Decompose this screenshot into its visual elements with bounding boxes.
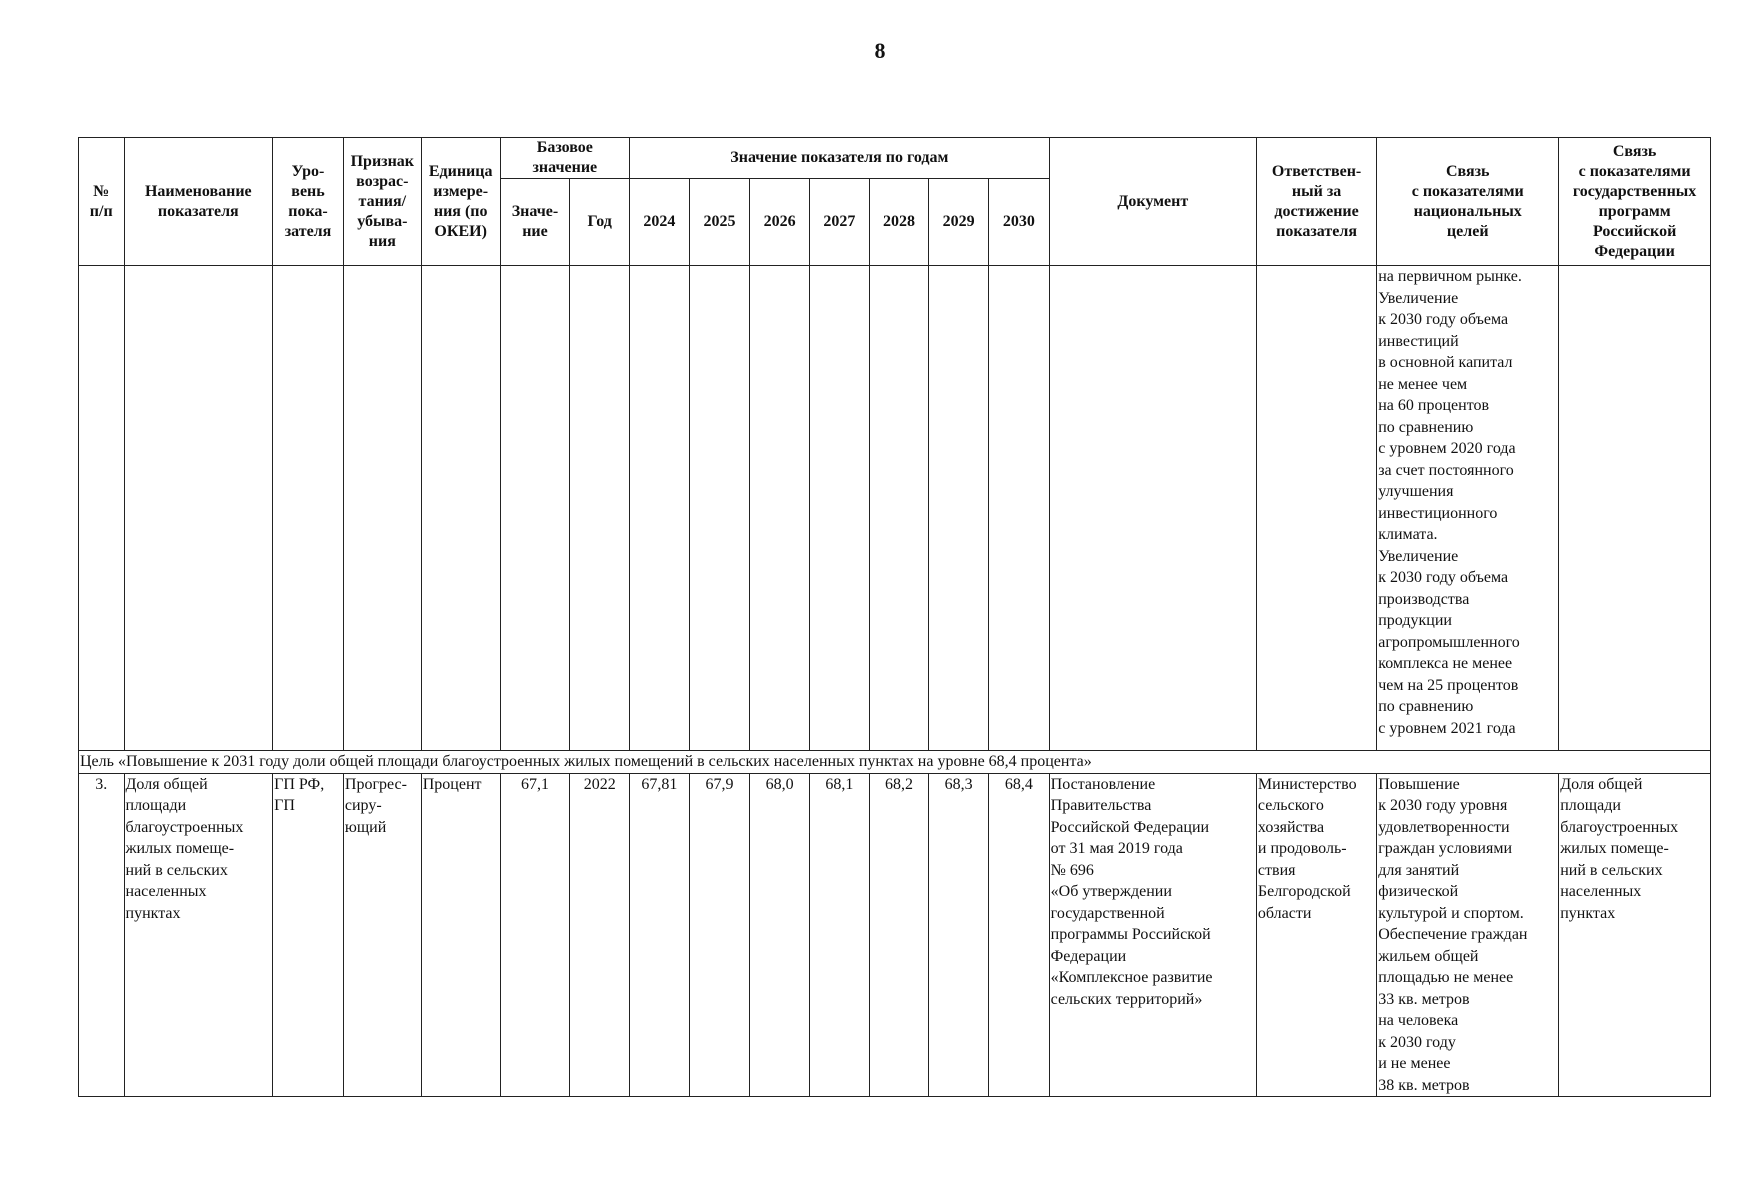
state-programs-text: Доля общей площади благоустроенных жилых помеще- ний в сельских населенных пунктах bbox=[1559, 773, 1711, 1097]
header-year: 2024 bbox=[630, 179, 690, 266]
national-goals-text: Повышение к 2030 году уровня удовлетворенности граждан условиями для занятий физической культурой и спортом. Обеспечение граждан жильем общей площадью не менее 33 кв. метров на человека к 2030 году и не менее 38 кв. метров bbox=[1377, 773, 1559, 1097]
header-unit: Единица измере- ния (по ОКЕИ) bbox=[421, 138, 500, 266]
indicator-level: ГП РФ, ГП bbox=[273, 773, 344, 1097]
header-num: № п/п bbox=[79, 138, 125, 266]
year-value: 67,81 bbox=[630, 773, 690, 1097]
indicator-name: Доля общей площади благоустроенных жилых помеще- ний в сельских населенных пунктах bbox=[124, 773, 273, 1097]
header-state-programs: Связь с показателями государственных программ Российской Федерации bbox=[1559, 138, 1711, 266]
header-national-goals: Связь с показателями национальных целей bbox=[1377, 138, 1559, 266]
header-name: Наименование показателя bbox=[124, 138, 273, 266]
header-year: 2027 bbox=[810, 179, 870, 266]
indicator-unit: Процент bbox=[421, 773, 500, 1097]
goal-text: Цель «Повышение к 2031 году доли общей площади благоустроенных жилых помещений в сельских населенных пунктах на уровне 68,4 процента» bbox=[79, 751, 1711, 774]
header-year: 2028 bbox=[869, 179, 929, 266]
year-value: 68,3 bbox=[929, 773, 989, 1097]
header-year: 2030 bbox=[988, 179, 1049, 266]
row-number: 3. bbox=[79, 773, 125, 1097]
base-value: 67,1 bbox=[500, 773, 570, 1097]
header-base-value: Значе- ние bbox=[500, 179, 570, 266]
header-base: Базовое значение bbox=[500, 138, 629, 179]
year-value: 67,9 bbox=[689, 773, 750, 1097]
indicator-sign: Прогрес- сиру- ющий bbox=[343, 773, 421, 1097]
header-responsible: Ответствен- ный за достижение показателя bbox=[1256, 138, 1376, 266]
header-level: Уро- вень пока- зателя bbox=[273, 138, 344, 266]
page-number: 8 bbox=[874, 38, 886, 63]
header-document: Документ bbox=[1049, 138, 1256, 266]
header-sign: Признак возрас- тания/ убыва- ния bbox=[343, 138, 421, 266]
header-row-top bbox=[79, 138, 1711, 179]
header-year: 2025 bbox=[689, 179, 750, 266]
year-value: 68,1 bbox=[810, 773, 870, 1097]
table-row bbox=[79, 773, 1711, 1097]
goal-row bbox=[79, 751, 1711, 774]
responsible-text: Министерство сельского хозяйства и продоволь- ствия Белгородской области bbox=[1256, 773, 1376, 1097]
year-value: 68,0 bbox=[750, 773, 810, 1097]
header-by-years: Значение показателя по годам bbox=[630, 138, 1050, 179]
indicators-table bbox=[78, 137, 1711, 1097]
header-base-year: Год bbox=[570, 179, 630, 266]
header-year: 2026 bbox=[750, 179, 810, 266]
continuation-national-goals: на первичном рынке. Увеличение к 2030 году объема инвестиций в основной капитал не менее чем на 60 процентов по сравнению с уровнем 2020 года за счет постоянного улучшения инвестиционного климата. Увеличение к 2030 году объема производства продукции агропромышленного комплекса не менее чем на 25 процентов по сравнению с уровнем 2021 года bbox=[1377, 266, 1559, 751]
base-year: 2022 bbox=[570, 773, 630, 1097]
year-value: 68,4 bbox=[988, 773, 1049, 1097]
header-year: 2029 bbox=[929, 179, 989, 266]
year-value: 68,2 bbox=[869, 773, 929, 1097]
document-text: Постановление Правительства Российской Федерации от 31 мая 2019 года № 696 «Об утверждении государственной программы Российской Федерации «Комплексное развитие сельских территорий» bbox=[1049, 773, 1256, 1097]
continuation-row bbox=[79, 266, 1711, 751]
